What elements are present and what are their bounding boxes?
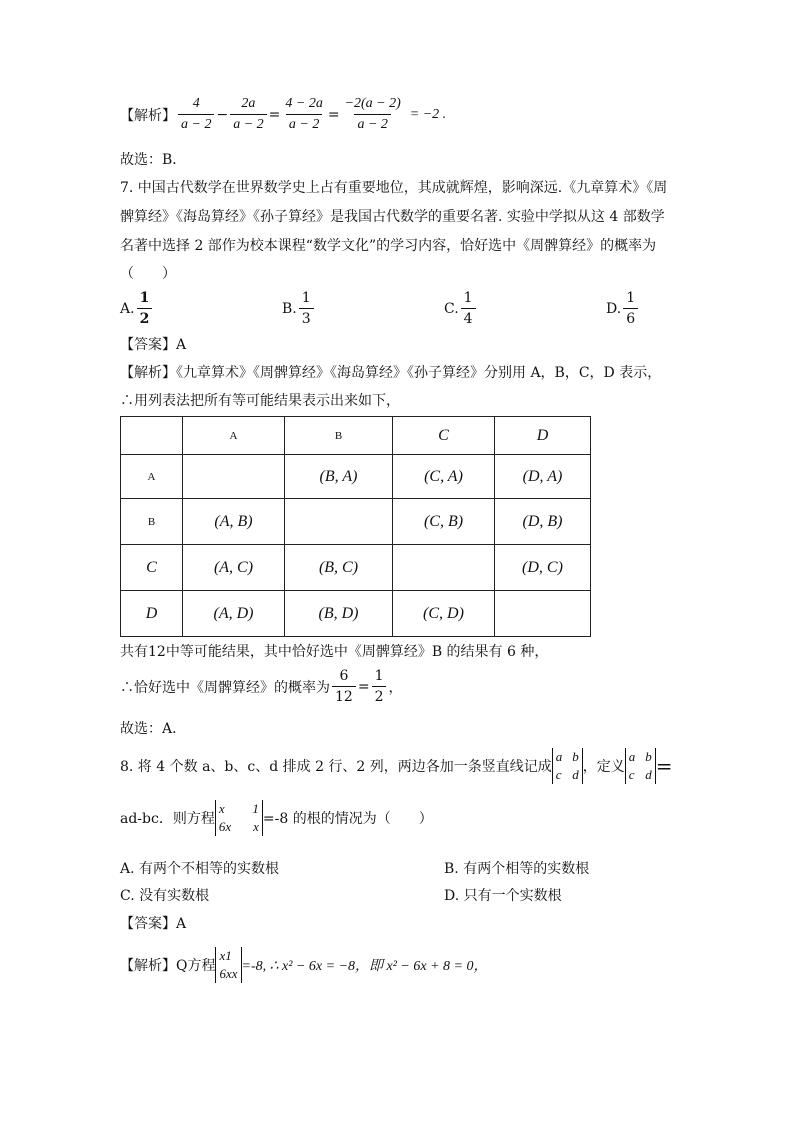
table-row bbox=[121, 591, 591, 637]
table-row bbox=[121, 455, 591, 499]
q8-answer: 【答案】A bbox=[120, 916, 187, 932]
operator: = bbox=[327, 106, 340, 123]
table-cell: (D, B) bbox=[495, 499, 591, 545]
operator: = bbox=[268, 106, 281, 123]
q7-choice: 故选：A． bbox=[120, 721, 187, 737]
q8-line2: ad-bc．则方程 x 1 6x x =-8 的根的情况为（ ） bbox=[120, 801, 433, 834]
q8-option-a: A. 有两个不相等的实数根 bbox=[120, 861, 280, 877]
q8-line1: 8. 将 4 个数 a、b、c、d 排成 2 行、2 列，两边各加一条竖直线记成 a b c d ，定义 a b c d = bbox=[120, 749, 673, 782]
table-cell: (B, C) bbox=[285, 545, 393, 591]
table-cell: (B, D) bbox=[285, 591, 393, 637]
q8-option-c: C. 没有实数根 bbox=[120, 888, 210, 904]
q7-analysis-line2: ∴用列表法把所有等可能结果表示出来如下， bbox=[120, 393, 400, 409]
table-row bbox=[121, 499, 591, 545]
table-header-cell: A bbox=[183, 417, 285, 455]
row-label: A bbox=[121, 455, 183, 499]
row-label: C bbox=[121, 545, 183, 591]
solution-label: 【解析】 bbox=[120, 107, 176, 124]
table-cell bbox=[393, 545, 495, 591]
table-cell: (C, B) bbox=[393, 499, 495, 545]
q7-analysis-line1: 【解析】《九章算术》《周髀算经》《海岛算经》《孙子算经》分别用 A，B，C，D 表示， bbox=[120, 365, 662, 381]
q7-line1: 7. 中国古代数学在世界数学史上占有重要地位，其成就辉煌，影响深远.《九章算术》《周 bbox=[120, 180, 668, 196]
q7-line3: 名著中选择 2 部作为校本课程“数学文化”的学习内容，恰好选中《周髀算经》的概率为 bbox=[120, 238, 657, 254]
table-cell: (B, A) bbox=[285, 455, 393, 499]
row-label: D bbox=[121, 591, 183, 637]
table-header-cell bbox=[121, 417, 183, 455]
q7-option-a: A. $\frac{1}{2}$ bbox=[120, 290, 154, 327]
operator: − bbox=[216, 106, 229, 123]
fraction: $\frac{2a}{a - 2}$ bbox=[230, 96, 266, 133]
fraction: $\frac{-2(a - 2)}{a - 2}$ bbox=[344, 96, 401, 132]
q7-option-b: B. $\frac{1}{3}$ bbox=[282, 290, 316, 327]
table-header-cell: C bbox=[393, 417, 495, 455]
row-label: B bbox=[121, 499, 183, 545]
table-cell bbox=[183, 455, 285, 499]
q7-option-d: D. $\frac{1}{6}$ bbox=[606, 290, 640, 327]
table-cell: (A, D) bbox=[183, 591, 285, 637]
table-cell: (C, D) bbox=[393, 591, 495, 637]
q7-answer: 【答案】A bbox=[120, 337, 187, 353]
table-cell bbox=[285, 499, 393, 545]
table-cell: (D, A) bbox=[495, 455, 591, 499]
table-row bbox=[121, 545, 591, 591]
table-header-cell: B bbox=[285, 417, 393, 455]
fraction: $\frac{4}{a - 2}$ bbox=[178, 96, 214, 133]
determinant: a b c d bbox=[625, 748, 656, 784]
choice-line: 故选：B． bbox=[120, 152, 187, 168]
table-cell: (C, A) bbox=[393, 455, 495, 499]
q7-option-c: C. $\frac{1}{4}$ bbox=[444, 290, 478, 327]
determinant: x1 6xx bbox=[215, 947, 241, 983]
q7-line2: 髀算经》《海岛算经》《孙子算经》是我国古代数学的重要名著. 实验中学拟从这 4 部数学 bbox=[120, 209, 665, 225]
table-cell: (A, B) bbox=[183, 499, 285, 545]
q8-analysis: 【解析】Q方程 x1 6xx =-8, ∴ x² − 6x = −8，即 x² − 6x + 8 = 0， bbox=[120, 948, 488, 981]
table-header-cell: D bbox=[495, 417, 591, 455]
result: = −2 . bbox=[409, 106, 447, 122]
q7-after-line2: ∴恰好选中《周髀算经》的概率为 $\frac{6}{12}$ = $\frac{1}{2}$ ， bbox=[120, 668, 403, 705]
q7-after-line1: 共有12中等可能结果，其中恰好选中《周髀算经》B 的结果有 6 种， bbox=[120, 644, 549, 660]
q8-option-b: B. 有两个相等的实数根 bbox=[444, 861, 590, 877]
determinant: a b c d bbox=[552, 748, 583, 784]
outcome-table bbox=[120, 416, 591, 637]
table-cell bbox=[495, 591, 591, 637]
q7-paren: （ ） bbox=[120, 266, 176, 282]
top-solution-line bbox=[120, 96, 446, 133]
table-cell: (A, C) bbox=[183, 545, 285, 591]
fraction: $\frac{4 - 2a}{a - 2}$ bbox=[285, 96, 323, 132]
q8-option-d: D. 只有一个实数根 bbox=[444, 888, 562, 904]
determinant: x 1 6x x bbox=[215, 800, 263, 836]
table-cell: (D, C) bbox=[495, 545, 591, 591]
